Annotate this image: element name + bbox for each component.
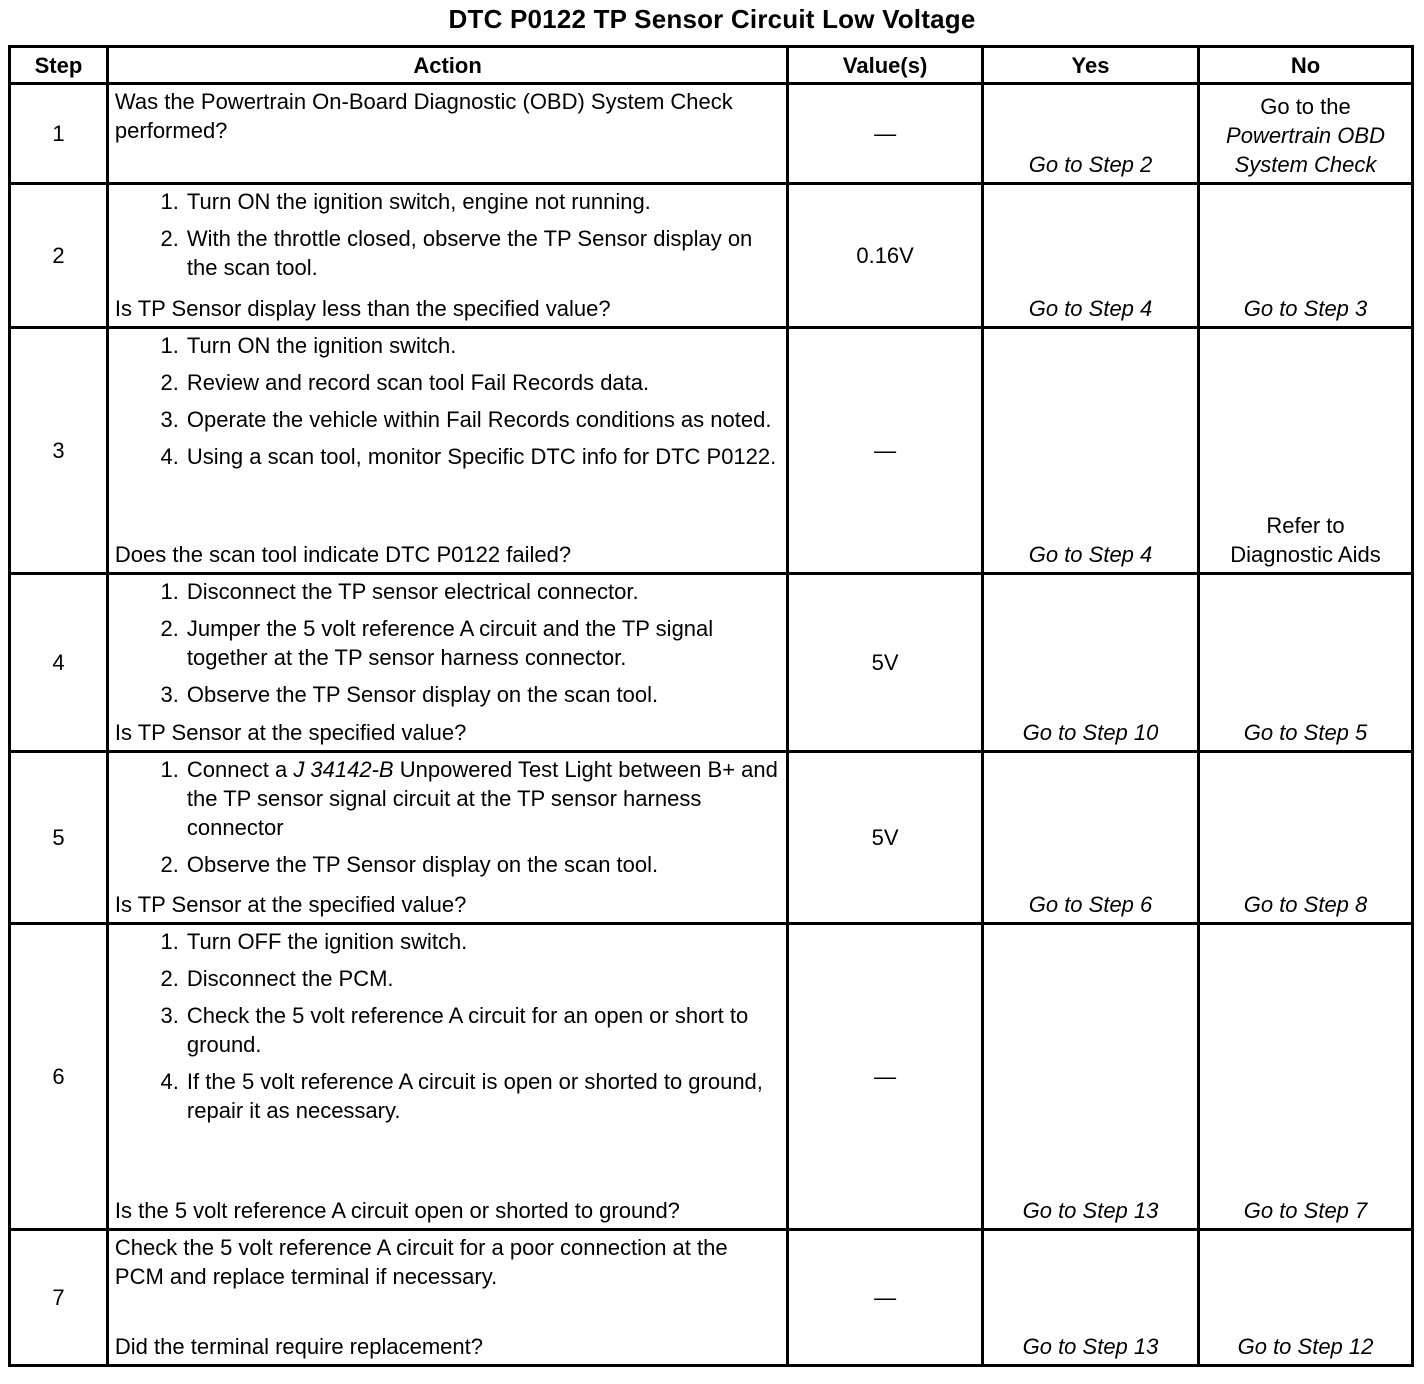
item-number: 3. [160,407,179,432]
value-cell: — [788,924,983,1230]
yes-cell: Go to Step 2 [983,84,1199,184]
table-row [10,84,1413,184]
item-text: Review and record scan tool Fail Records data. [186,370,650,395]
item-text: Disconnect the TP sensor electrical connector. [186,579,639,604]
action-cell [107,574,787,752]
value-cell: — [788,84,983,184]
yes-cell: Go to Step 10 [983,574,1199,752]
value-cell: 0.16V [788,184,983,328]
action-intro: Was the Powertrain On-Board Diagnostic (OBD) System Check performed? [114,89,733,143]
no-line: Powertrain OBD [1226,123,1385,148]
action-item [115,368,780,397]
no-cell: Go to Step 8 [1199,752,1413,924]
action-item [115,331,780,360]
item-number: 2. [160,852,179,877]
action-question: Is TP Sensor at the specified value? [114,720,467,745]
action-question: Is TP Sensor display less than the specified value? [114,296,611,321]
item-number: 2. [160,370,179,395]
no-cell: Go to Step 3 [1199,184,1413,328]
action-intro: Check the 5 volt reference A circuit for a poor connection at the PCM and replace terminal if necessary. [114,1235,728,1289]
item-number: 4. [160,1069,179,1094]
action-item [115,850,780,879]
item-number: 3. [160,1003,179,1028]
no-cell: Go to Step 7 [1199,924,1413,1230]
action-item [115,442,780,471]
item-number: 2. [160,226,179,251]
step-number: 3 [10,328,108,574]
header-row [10,47,1413,84]
page-title: DTC P0122 TP Sensor Circuit Low Voltage [448,4,976,34]
action-cell [107,924,787,1230]
table-row [10,924,1413,1230]
value-cell: — [788,1230,983,1366]
item-number: 1. [160,579,179,604]
item-text: Observe the TP Sensor display on the scan tool. [186,852,659,877]
diagnostic-table [8,45,1414,1367]
item-text [187,755,780,842]
action-item [115,680,780,709]
yes-cell: Go to Step 4 [983,328,1199,574]
no-line: Diagnostic Aids [1230,542,1381,567]
item-number: 1. [160,929,179,954]
table-row [10,574,1413,752]
action-item [115,1067,780,1125]
table-row [10,1230,1413,1366]
step-number: 7 [10,1230,108,1366]
item-text: Turn ON the ignition switch, engine not running. [186,189,651,214]
action-item [115,577,780,606]
item-number: 4. [160,444,179,469]
yes-cell: Go to Step 13 [983,1230,1199,1366]
step-number: 4 [10,574,108,752]
action-question: Does the scan tool indicate DTC P0122 failed? [114,542,572,567]
no-cell: Go to Step 5 [1199,574,1413,752]
table-row [10,184,1413,328]
item-text: Turn OFF the ignition switch. [186,929,468,954]
action-item [115,224,780,282]
no-line: Refer to [1266,513,1345,538]
header-yes: Yes [983,47,1199,84]
header-step: Step [10,47,108,84]
value-cell: 5V [788,574,983,752]
item-text: Operate the vehicle within Fail Records conditions as noted. [186,407,772,432]
item-number: 1. [160,757,179,782]
value-cell: 5V [788,752,983,924]
item-text: Using a scan tool, monitor Specific DTC info for DTC P0122. [186,444,777,469]
item-text: If the 5 volt reference A circuit is open or shorted to ground, repair it as necessary. [186,1069,763,1123]
action-question: Is TP Sensor at the specified value? [114,892,467,917]
action-cell [107,84,787,184]
action-item [115,964,780,993]
no-cell: Go to Step 12 [1199,1230,1413,1366]
no-cell [1199,84,1413,184]
action-cell [107,184,787,328]
action-question: Is the 5 volt reference A circuit open or shorted to ground? [114,1198,680,1223]
action-item [115,614,780,672]
item-text: Jumper the 5 volt reference A circuit and the TP signal together at the TP sensor harness connector. [186,616,714,670]
action-item [115,1001,780,1059]
item-text: Disconnect the PCM. [186,966,394,991]
step-number: 1 [10,84,108,184]
header-no: No [1199,47,1413,84]
action-cell [107,752,787,924]
no-line: System Check [1234,152,1377,177]
action-question: Did the terminal require replacement? [114,1334,483,1359]
item-number: 2. [160,616,179,641]
header-value: Value(s) [788,47,983,84]
action-cell [107,1230,787,1366]
step-number: 5 [10,752,108,924]
tool-number: J 34142-B [293,757,394,782]
action-cell [107,328,787,574]
no-cell [1199,328,1413,574]
item-text: With the throttle closed, observe the TP Sensor display on the scan tool. [186,226,753,280]
action-item [115,927,780,956]
item-text-pre: Connect a [186,757,294,782]
no-line: Go to the [1260,94,1351,119]
action-item [115,405,780,434]
action-item [115,187,780,216]
header-action: Action [107,47,787,84]
item-number: 1. [160,189,179,214]
value-cell: — [788,328,983,574]
item-text-post: Unpowered Test Light between B+ and the TP sensor signal circuit at the TP sensor harness connector [186,757,778,840]
step-number: 6 [10,924,108,1230]
item-text: Check the 5 volt reference A circuit for an open or short to ground. [186,1003,749,1057]
yes-cell: Go to Step 4 [983,184,1199,328]
item-number: 2. [160,966,179,991]
item-number: 3. [160,682,179,707]
item-text: Turn ON the ignition switch. [186,333,457,358]
yes-cell: Go to Step 6 [983,752,1199,924]
item-text: Observe the TP Sensor display on the scan tool. [186,682,659,707]
step-number: 2 [10,184,108,328]
table-row [10,752,1413,924]
table-row [10,328,1413,574]
item-number: 1. [160,333,179,358]
action-item [115,755,780,842]
yes-cell: Go to Step 13 [983,924,1199,1230]
